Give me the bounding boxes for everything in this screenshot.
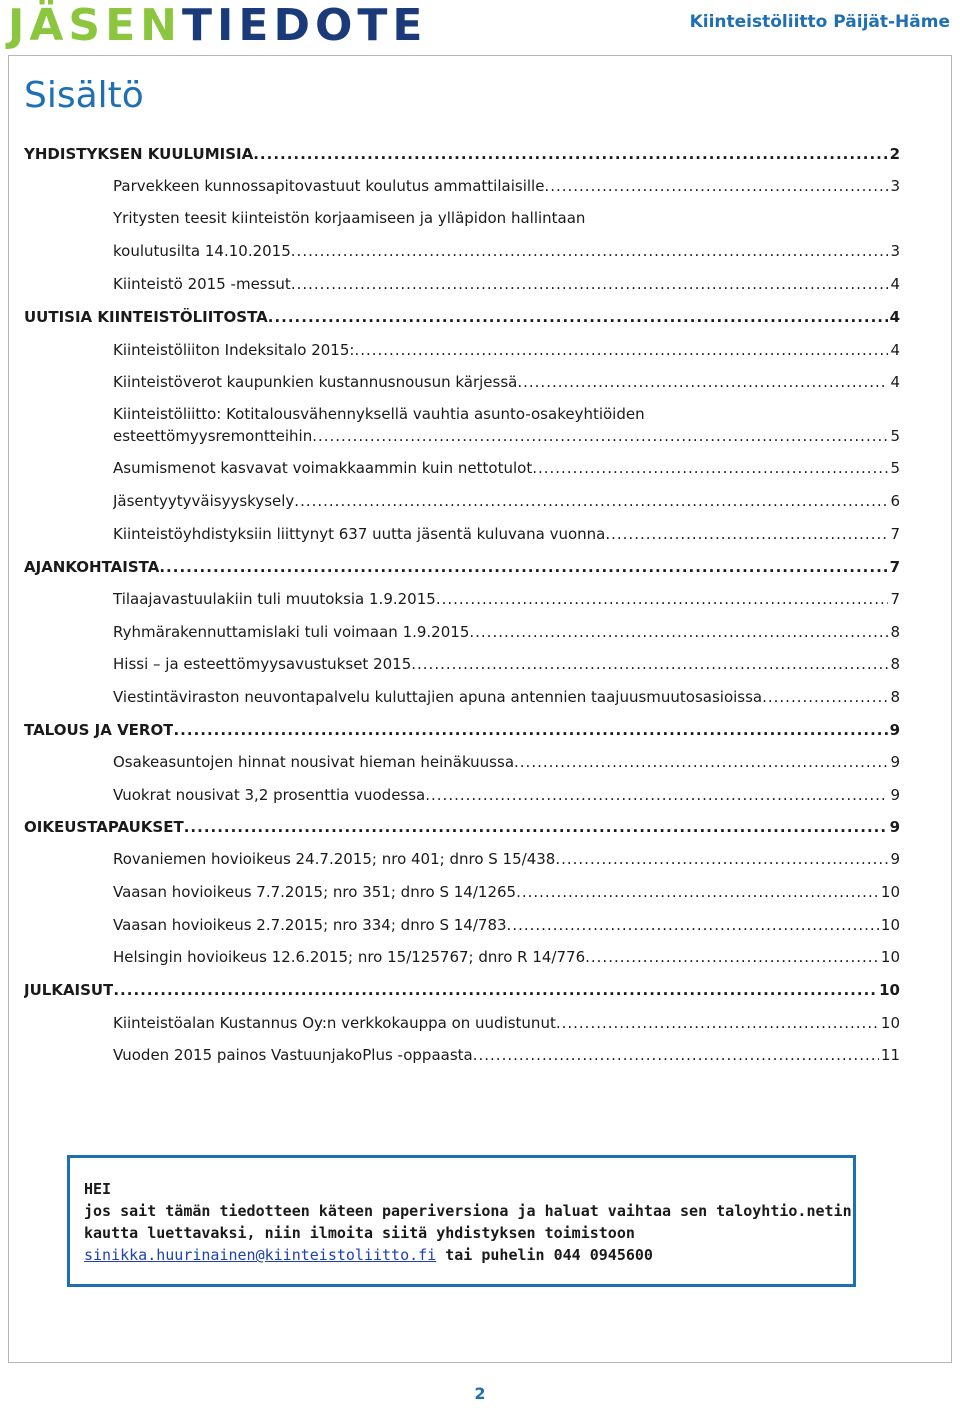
toc-leader-dots [585,948,879,966]
toc-entry-text: Kiinteistö 2015 -messut [113,275,291,293]
toc-page-number: 4 [889,308,900,326]
toc-entry-text: OIKEUSTAPAUKSET [24,818,184,836]
toc-leader-dots [113,981,877,999]
toc-leader-dots [544,177,888,195]
jasentiedote-logo [8,0,427,52]
toc-entry[interactable] [113,786,900,804]
toc-entry[interactable] [113,916,900,934]
toc-entry-text: Kiinteistöyhdistyksiin liittynyt 637 uutta jäsentä kuluvana vuonna [113,525,606,543]
toc-leader-dots [268,308,888,326]
toc-page-number: 5 [890,427,900,445]
toc-page-number: 11 [880,1046,900,1064]
toc-leader-dots [173,721,887,739]
toc-leader-dots [184,818,888,836]
toc-entry-text: Kiinteistöliiton Indeksitalo 2015: [113,341,355,359]
toc-entry-text: Kiinteistöalan Kustannus Oy:n verkkokauppa on uudistunut [113,1014,556,1032]
page-header [0,0,960,52]
page-number: 2 [474,1384,486,1403]
toc-page-number: 10 [880,883,900,901]
toc-entry[interactable] [24,981,900,999]
toc-page-number: 9 [889,721,900,739]
toc-page-number: 7 [890,525,900,543]
toc-entry[interactable] [24,145,900,163]
toc-leader-dots [159,558,887,576]
toc-entry-text[interactable]: Kiinteistöliitto: Kotitalousvähennyksellä vauhtia asunto-osakeyhtiöiden [113,405,645,423]
toc-entry-text: Vuoden 2015 painos VastuunjakoPlus -oppaasta [113,1046,473,1064]
toc-entry[interactable] [113,525,900,543]
toc-page-number: 4 [890,373,900,391]
toc-entry[interactable] [24,721,900,739]
toc-page-number: 2 [889,145,900,163]
toc-entry[interactable] [113,1046,900,1064]
toc-leader-dots [436,590,889,608]
toc-leader-dots [425,786,888,804]
toc-leader-dots [354,341,888,359]
toc-leader-dots [507,916,879,934]
toc-entry-text: Rovaniemen hovioikeus 24.7.2015; nro 401; dnro S 15/438 [113,850,556,868]
toc-page-number: 10 [879,981,900,999]
toc-entry-text: YHDISTYKSEN KUULUMISIA [24,145,254,163]
toc-page-number: 8 [890,688,900,706]
toc-page-number: 6 [890,492,900,510]
toc-leader-dots [411,655,888,673]
toc-leader-dots [253,145,887,163]
email-link[interactable]: sinikka.huurinainen@kiinteistoliitto.fi [84,1246,437,1264]
toc-entry[interactable] [113,373,900,391]
toc-leader-dots [555,850,888,868]
toc-leader-dots [514,753,888,771]
toc-page-number: 9 [889,818,900,836]
page-title: Sisältö [24,75,144,116]
toc-entry[interactable] [113,459,900,477]
toc-page-number: 8 [890,655,900,673]
toc-leader-dots [294,492,888,510]
toc-entry[interactable] [113,275,900,293]
toc-entry-text: Ryhmärakennuttamislaki tuli voimaan 1.9.2015 [113,623,470,641]
toc-entry-text: Helsingin hovioikeus 12.6.2015; nro 15/125767; dnro R 14/776 [113,948,586,966]
toc-entry-text: Hissi – ja esteettömyysavustukset 2015 [113,655,412,673]
toc-entry-text: TALOUS JA VEROT [24,721,174,739]
toc-page-number: 9 [890,786,900,804]
toc-page-number: 4 [890,341,900,359]
toc-entry[interactable] [113,1014,900,1032]
toc-entry[interactable] [113,341,900,359]
toc-page-number: 5 [890,459,900,477]
notice-heading: HEI [84,1180,112,1198]
logo-green-part: JÄSEN [8,0,182,51]
toc-entry[interactable] [113,623,900,641]
toc-page-number: 3 [890,177,900,195]
notice-line-2: kautta luettavaksi, niin ilmoita siitä yhdistyksen toimistoon [84,1224,635,1242]
toc-page-number: 3 [890,242,900,260]
toc-entry[interactable] [113,948,900,966]
toc-entry-text[interactable]: Yritysten teesit kiinteistön korjaamiseen ja ylläpidon hallintaan [113,209,586,227]
toc-entry[interactable] [113,590,900,608]
toc-entry-text: Kiinteistöverot kaupunkien kustannusnousun kärjessä [113,373,518,391]
notice-line-1: jos sait tämän tiedotteen käteen paperiversiona ja haluat vaihtaa sen taloyhtio.netin [84,1202,852,1220]
notice-phone: tai puhelin 044 0945600 [436,1246,653,1264]
toc-leader-dots [605,525,888,543]
toc-leader-dots [516,883,879,901]
toc-page-number: 7 [889,558,900,576]
toc-entry[interactable] [113,177,900,195]
notice-line-3 [84,1246,653,1264]
toc-entry-text: Osakeasuntojen hinnat nousivat hieman heinäkuussa [113,753,515,771]
toc-entry-text: Vuokrat nousivat 3,2 prosenttia vuodessa [113,786,426,804]
toc-entry-text: JULKAISUT [24,981,114,999]
toc-entry[interactable] [113,688,900,706]
toc-entry-text: Asumismenot kasvavat voimakkaammin kuin nettotulot [113,459,533,477]
toc-page-number: 10 [880,916,900,934]
toc-entry[interactable] [113,492,900,510]
toc-entry-text: Vaasan hovioikeus 2.7.2015; nro 334; dnro S 14/783 [113,916,507,934]
toc-entry[interactable] [113,242,900,260]
toc-page-number: 10 [880,948,900,966]
toc-leader-dots [312,427,888,445]
toc-entry-text: Parvekkeen kunnossapitovastuut koulutus ammattilaisille [113,177,545,195]
toc-page-number: 8 [890,623,900,641]
toc-leader-dots [762,688,888,706]
toc-entry[interactable] [113,427,900,445]
toc-leader-dots [291,242,889,260]
toc-leader-dots [291,275,889,293]
toc-entry-text: Vaasan hovioikeus 7.7.2015; nro 351; dnro S 14/1265 [113,883,517,901]
toc-page-number: 9 [890,753,900,771]
logo-blue-part: TIEDOTE [182,0,428,51]
toc-entry[interactable] [24,308,900,326]
toc-page-number: 9 [890,850,900,868]
toc-entry-text: UUTISIA KIINTEISTÖLIITOSTA [24,308,268,326]
toc-entry-text: Jäsentyytyväisyyskysely [113,492,295,510]
toc-leader-dots [473,1046,879,1064]
toc-entry-text: esteettömyysremontteihin [113,427,313,445]
toc-leader-dots [469,623,888,641]
toc-entry-text: koulutusilta 14.10.2015 [113,242,291,260]
toc-entry-text: AJANKOHTAISTA [24,558,160,576]
toc-entry[interactable] [113,655,900,673]
toc-leader-dots [556,1014,879,1032]
organization-name: Kiinteistöliitto Päijät-Häme [689,12,950,32]
toc-page-number: 4 [890,275,900,293]
toc-page-number: 7 [890,590,900,608]
toc-entry-text: Tilaajavastuulakiin tuli muutoksia 1.9.2015 [113,590,436,608]
toc-entry[interactable] [113,883,900,901]
toc-page-number: 10 [880,1014,900,1032]
toc-leader-dots [517,373,888,391]
toc-entry-text: Viestintäviraston neuvontapalvelu kuluttajien apuna antennien taajuusmuutosasioissa [113,688,763,706]
toc-entry[interactable] [113,850,900,868]
toc-leader-dots [532,459,888,477]
toc-entry[interactable] [24,558,900,576]
toc-entry[interactable] [24,818,900,836]
toc-entry[interactable] [113,753,900,771]
notice-box [67,1155,856,1287]
